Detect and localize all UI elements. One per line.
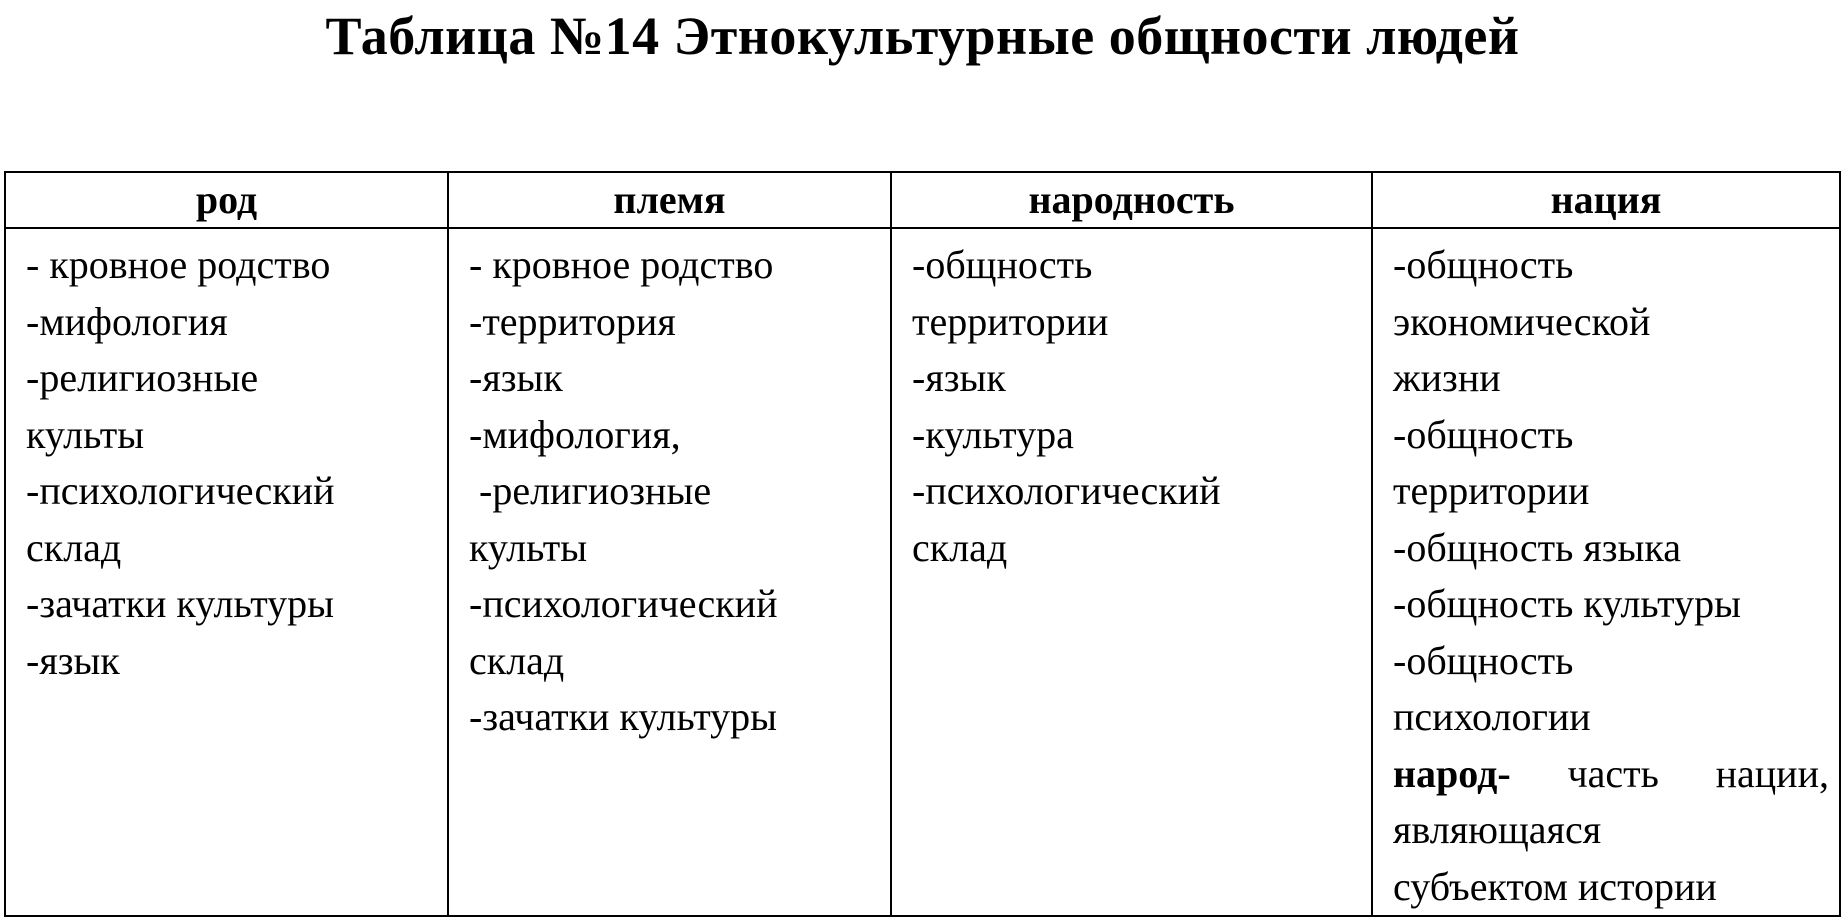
cell-narodnost-features [891,228,1372,916]
list-item: -психологический [26,468,335,513]
list-item: -язык [912,355,1006,400]
list-item: жизни [1393,355,1501,400]
list-item: -общность [1393,411,1574,457]
cell-natsiya-features [1372,228,1840,916]
list-item: -язык [469,355,563,400]
list-item: склад [912,524,1008,570]
list-item: склад [469,637,565,683]
list-item: -религиозные [469,468,712,513]
list-item: -мифология [26,298,228,344]
list-item: -язык [26,637,120,683]
list-item: территории [1393,468,1590,513]
list-item: -общность [1393,637,1574,683]
list-item: склад [26,524,122,570]
list-item: -общность культуры [1393,581,1741,626]
narod-definition-part1: часть нации, [1567,750,1829,796]
list-item: -религиозные [26,355,259,400]
table-header-row [5,172,1840,228]
narod-definition-part3: субъектом истории [1393,863,1717,909]
list-item: культы [26,411,145,457]
list-item: -мифология, [469,411,681,457]
list-item: психологии [1393,694,1591,739]
list-item: -психологический [469,581,778,626]
ethnocultural-communities-table [4,171,1841,917]
column-header-plemya: племя [448,172,891,228]
list-item: -общность [912,242,1093,287]
list-item: -общность языка [1393,524,1682,570]
list-item: -общность [1393,242,1574,287]
list-item: -зачатки культуры [469,694,778,739]
list-item: территории [912,298,1109,344]
cell-rod-features [5,228,448,916]
cell-plemya-features [448,228,891,916]
column-header-narodnost: народность [891,172,1372,228]
list-item: культы [469,524,588,570]
narod-definition-line [1393,746,1829,803]
column-header-rod: род [5,172,448,228]
list-item: -территория [469,298,676,344]
narod-definition-part2: являющаяся [1393,807,1602,852]
table-row [5,228,1840,916]
column-header-natsiya: нация [1372,172,1840,228]
list-item: - кровное родство [469,242,774,287]
page-title: Таблица №14 Этнокультурные общности людей [325,6,1520,66]
list-item: - кровное родство [26,242,331,287]
list-item: -культура [912,411,1074,457]
list-item: экономической [1393,298,1651,344]
list-item: -психологический [912,468,1221,513]
list-item: -зачатки культуры [26,581,335,626]
narod-term: народ- [1393,750,1511,796]
